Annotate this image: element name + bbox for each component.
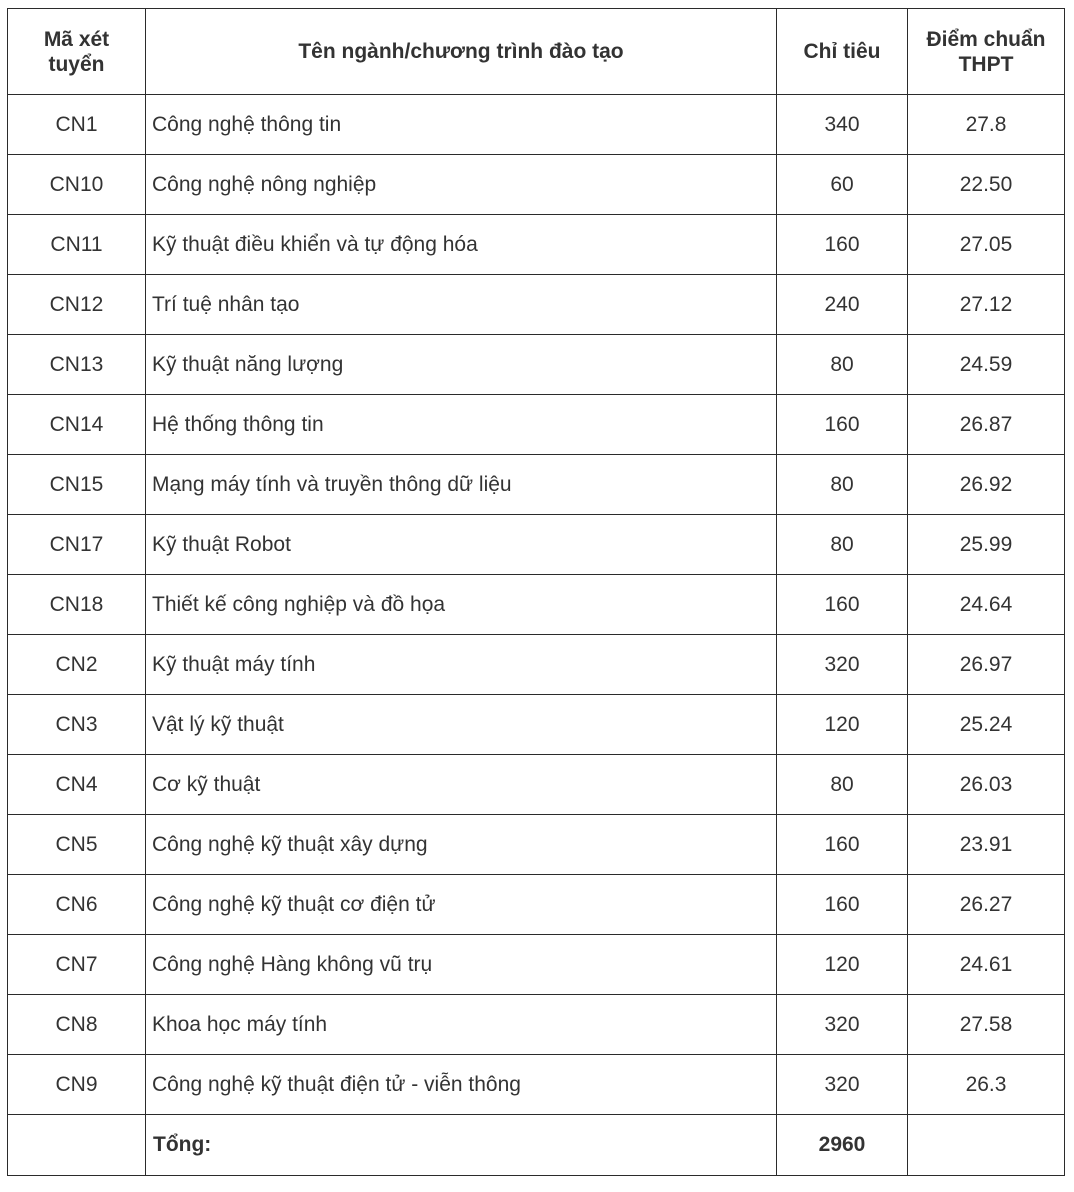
cell-quota: 320 [777, 635, 908, 695]
cell-score: 26.92 [908, 455, 1065, 515]
table-row [8, 935, 1065, 995]
cell-code: CN15 [8, 455, 146, 515]
cell-name: Vật lý kỹ thuật [146, 695, 777, 755]
cell-quota: 80 [777, 455, 908, 515]
cell-quota: 80 [777, 515, 908, 575]
cell-quota: 160 [777, 575, 908, 635]
cell-name: Công nghệ kỹ thuật xây dựng [146, 815, 777, 875]
cell-quota: 320 [777, 1055, 908, 1115]
cell-name: Khoa học máy tính [146, 995, 777, 1055]
cell-code: CN5 [8, 815, 146, 875]
cell-name: Kỹ thuật năng lượng [146, 335, 777, 395]
cell-score: 24.64 [908, 575, 1065, 635]
cell-score: 25.99 [908, 515, 1065, 575]
cell-quota: 120 [777, 935, 908, 995]
cell-score: 27.05 [908, 215, 1065, 275]
cell-code: CN2 [8, 635, 146, 695]
header-name: Tên ngành/chương trình đào tạo [146, 9, 777, 95]
header-score-label: Điểm chuẩn THPT [926, 27, 1046, 76]
cell-quota: 160 [777, 875, 908, 935]
table-row [8, 515, 1065, 575]
cell-code: CN13 [8, 335, 146, 395]
table-row [8, 155, 1065, 215]
cell-score: 26.03 [908, 755, 1065, 815]
cell-score: 26.3 [908, 1055, 1065, 1115]
cell-quota: 120 [777, 695, 908, 755]
table-row [8, 875, 1065, 935]
cell-name: Công nghệ kỹ thuật cơ điện tử [146, 875, 777, 935]
header-code-label: Mã xét tuyển [43, 27, 110, 76]
cell-name: Kỹ thuật máy tính [146, 635, 777, 695]
total-label: Tổng: [146, 1115, 777, 1176]
header-row [8, 9, 1065, 95]
cell-quota: 80 [777, 755, 908, 815]
table-row [8, 215, 1065, 275]
total-code-cell [8, 1115, 146, 1176]
table-row [8, 575, 1065, 635]
cell-score: 26.87 [908, 395, 1065, 455]
cell-code: CN1 [8, 95, 146, 155]
cell-quota: 320 [777, 995, 908, 1055]
total-quota: 2960 [777, 1115, 908, 1176]
cell-quota: 240 [777, 275, 908, 335]
table-row [8, 815, 1065, 875]
cell-name: Công nghệ Hàng không vũ trụ [146, 935, 777, 995]
cell-code: CN11 [8, 215, 146, 275]
cell-quota: 80 [777, 335, 908, 395]
total-score-cell [908, 1115, 1065, 1176]
table-row [8, 695, 1065, 755]
admission-table-container [7, 8, 1065, 1176]
header-quota: Chỉ tiêu [777, 9, 908, 95]
table-row [8, 275, 1065, 335]
cell-name: Công nghệ thông tin [146, 95, 777, 155]
table-body [8, 95, 1065, 1176]
cell-name: Kỹ thuật Robot [146, 515, 777, 575]
cell-quota: 160 [777, 395, 908, 455]
cell-name: Thiết kế công nghiệp và đồ họa [146, 575, 777, 635]
cell-score: 24.61 [908, 935, 1065, 995]
cell-score: 27.12 [908, 275, 1065, 335]
cell-code: CN7 [8, 935, 146, 995]
cell-score: 27.8 [908, 95, 1065, 155]
cell-score: 24.59 [908, 335, 1065, 395]
header-code [8, 9, 146, 95]
cell-code: CN4 [8, 755, 146, 815]
cell-code: CN18 [8, 575, 146, 635]
cell-quota: 160 [777, 815, 908, 875]
table-row [8, 395, 1065, 455]
cell-code: CN6 [8, 875, 146, 935]
cell-quota: 60 [777, 155, 908, 215]
cell-score: 22.50 [908, 155, 1065, 215]
cell-code: CN8 [8, 995, 146, 1055]
table-row [8, 635, 1065, 695]
cell-score: 25.24 [908, 695, 1065, 755]
total-row [8, 1115, 1065, 1176]
cell-code: CN17 [8, 515, 146, 575]
cell-code: CN9 [8, 1055, 146, 1115]
table-row [8, 95, 1065, 155]
table-row [8, 455, 1065, 515]
table-header [8, 9, 1065, 95]
table-row [8, 335, 1065, 395]
cell-name: Công nghệ kỹ thuật điện tử - viễn thông [146, 1055, 777, 1115]
cell-score: 23.91 [908, 815, 1065, 875]
table-row [8, 995, 1065, 1055]
cell-name: Kỹ thuật điều khiển và tự động hóa [146, 215, 777, 275]
cell-quota: 160 [777, 215, 908, 275]
cell-name: Trí tuệ nhân tạo [146, 275, 777, 335]
cell-quota: 340 [777, 95, 908, 155]
cell-code: CN10 [8, 155, 146, 215]
cell-name: Cơ kỹ thuật [146, 755, 777, 815]
admission-score-table [7, 8, 1065, 1176]
cell-code: CN14 [8, 395, 146, 455]
cell-code: CN3 [8, 695, 146, 755]
cell-name: Mạng máy tính và truyền thông dữ liệu [146, 455, 777, 515]
cell-score: 27.58 [908, 995, 1065, 1055]
header-score [908, 9, 1065, 95]
cell-score: 26.97 [908, 635, 1065, 695]
table-row [8, 755, 1065, 815]
cell-name: Hệ thống thông tin [146, 395, 777, 455]
cell-score: 26.27 [908, 875, 1065, 935]
cell-code: CN12 [8, 275, 146, 335]
cell-name: Công nghệ nông nghiệp [146, 155, 777, 215]
table-row [8, 1055, 1065, 1115]
